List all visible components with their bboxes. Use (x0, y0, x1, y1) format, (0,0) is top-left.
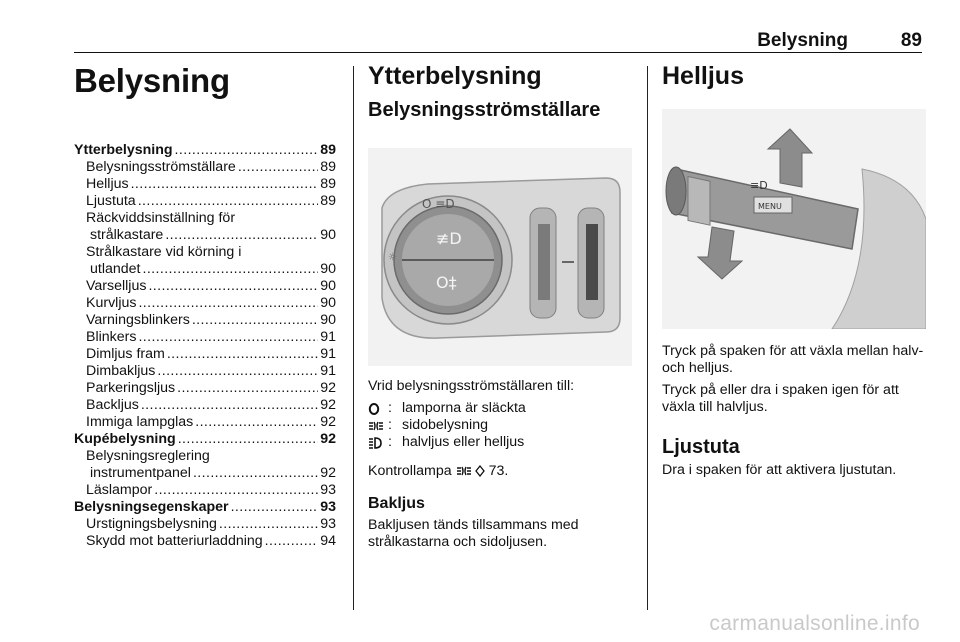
svg-text:≡D: ≡D (750, 179, 768, 192)
indicator-stalk-illustration (662, 109, 926, 329)
toc-entry[interactable] (74, 159, 336, 176)
toc-leader-dots (193, 465, 318, 482)
tail-lights-text: Bakljusen tänds tillsammans med strålkastarna och sidoljusen. (368, 517, 579, 550)
toc-entry-page: 89 (320, 142, 336, 158)
position-row-headlight: : halvljus eller helljus (368, 434, 632, 451)
running-header (0, 0, 960, 56)
position-text: sidobelysning (402, 417, 488, 433)
off-symbol-icon (368, 400, 388, 417)
toc-entry-label: Belysningsströmställare (86, 159, 236, 175)
toc-entry[interactable] (74, 176, 336, 193)
high-beam-text-1: Tryck på spaken för att växla mellan halv- och helljus. (662, 343, 924, 376)
toc-entry[interactable] (74, 465, 336, 482)
position-text: halvljus eller helljus (402, 434, 525, 450)
toc-entry-page: 91 (320, 346, 336, 362)
toc-entry-page: 92 (320, 414, 336, 430)
toc-entry[interactable] (74, 397, 336, 414)
toc-entry-label: strålkastare (90, 227, 164, 243)
light-switch-illustration (368, 148, 632, 366)
toc-entry-label: Kupébelysning (74, 431, 176, 447)
header-rule (74, 52, 922, 53)
toc-leader-dots (219, 516, 318, 533)
toc-entry-page: 92 (320, 397, 336, 413)
toc-leader-dots (195, 414, 318, 431)
side-lights-symbol-icon (456, 465, 472, 477)
toc-entry-page: 90 (320, 295, 336, 311)
toc-leader-dots (231, 499, 319, 516)
toc-entry-page: 92 (320, 380, 336, 396)
chapter-column (74, 62, 336, 550)
toc-entry-page: 89 (320, 176, 336, 192)
toc-entry-label: Räckviddsinställning för (86, 210, 236, 226)
toc-entry-page: 93 (320, 516, 336, 532)
chapter-title: Belysning (74, 62, 230, 99)
toc-entry-label: Läslampor (86, 482, 153, 498)
high-beam-column (662, 62, 926, 479)
toc-entry[interactable] (74, 227, 336, 244)
switch-intro: Vrid belysningsströmställaren till: (368, 378, 575, 394)
toc-entry-page: 93 (320, 499, 336, 515)
toc-entry-label: Blinkers (86, 329, 137, 345)
side-lights-symbol-icon (368, 417, 388, 434)
toc-leader-dots (154, 482, 318, 499)
toc-entry-label: Kurvljus (86, 295, 137, 311)
toc-entry[interactable] (74, 312, 336, 329)
svg-text:O‡: O‡ (436, 273, 457, 292)
toc-leader-dots (131, 176, 319, 193)
switch-positions (368, 400, 632, 451)
toc-entry-page: 92 (320, 465, 336, 481)
toc-entry-label: Skydd mot batteriurladdning (86, 533, 263, 549)
toc-leader-dots (167, 346, 318, 363)
toc-entry-label: Belysningsegenskaper (74, 499, 229, 515)
svg-text:☼: ☼ (388, 252, 397, 263)
toc-leader-dots (265, 533, 319, 550)
toc-entry-page: 89 (320, 193, 336, 209)
toc-entry-label: Ljustuta (86, 193, 136, 209)
toc-leader-dots (238, 159, 318, 176)
toc-entry-label: Backljus (86, 397, 139, 413)
toc-entry[interactable] (74, 516, 336, 533)
toc-entry[interactable] (74, 363, 336, 380)
page-number: 89 (900, 30, 922, 51)
toc-entry-page: 93 (320, 482, 336, 498)
subsection-title: Belysningsströmställare (368, 99, 601, 121)
toc-entry-label: utlandet (90, 261, 141, 277)
toc-entry[interactable] (74, 261, 336, 278)
toc-entry[interactable] (74, 244, 336, 261)
svg-text:MENU: MENU (758, 202, 782, 211)
toc-entry[interactable] (74, 380, 336, 397)
toc-leader-dots (141, 397, 318, 414)
toc-entry[interactable] (74, 414, 336, 431)
toc-entry[interactable] (74, 210, 336, 227)
toc-entry-label: Varselljus (86, 278, 147, 294)
toc-entry[interactable] (74, 278, 336, 295)
toc-entry-label: instrumentpanel (90, 465, 191, 481)
toc-entry-label: Belysningsreglering (86, 448, 210, 464)
toc-leader-dots (175, 142, 319, 159)
toc-entry-page: 90 (320, 278, 336, 294)
toc-leader-dots (178, 431, 319, 448)
toc-entry-page: 92 (320, 431, 336, 447)
reference-page[interactable]: 73. (488, 463, 509, 479)
toc-entry-label: Helljus (86, 176, 129, 192)
toc-entry[interactable] (74, 142, 336, 159)
toc-entry-label: Varningsblinkers (86, 312, 190, 328)
toc-leader-dots (157, 363, 318, 380)
toc-entry-page: 94 (320, 533, 336, 549)
column-divider (353, 66, 354, 610)
toc-entry-label: Dimbakljus (86, 363, 156, 379)
position-row-side: : sidobelysning (368, 417, 632, 434)
high-beam-title: Helljus (662, 62, 744, 90)
page-reference-icon[interactable] (475, 465, 485, 477)
svg-text:≢D: ≢D (436, 229, 462, 248)
indicator-reference (368, 463, 632, 479)
toc-entry-page: 90 (320, 312, 336, 328)
toc-leader-dots (143, 261, 319, 278)
tail-lights-heading: Bakljus (368, 495, 425, 512)
section-title: Ytterbelysning (368, 62, 542, 90)
high-beam-text-2: Tryck på eller dra i spaken igen för att växla till halvljus. (662, 382, 899, 415)
running-header-title: Belysning (757, 30, 848, 51)
headlight-flash-text: Dra i spaken för att aktivera ljustutan. (662, 462, 897, 478)
toc-leader-dots (138, 295, 318, 312)
toc-entry[interactable] (74, 431, 336, 448)
headlight-symbol-icon (368, 434, 388, 451)
toc-entry-label: Parkeringsljus (86, 380, 176, 396)
toc-leader-dots (148, 278, 318, 295)
toc-entry-label: Urstigningsbelysning (86, 516, 217, 532)
column-divider (647, 66, 648, 610)
toc-entry-page: 91 (320, 363, 336, 379)
exterior-lighting-column (368, 62, 632, 551)
toc-entry-label: Strålkastare vid körning i (86, 244, 242, 260)
toc-leader-dots (138, 329, 318, 346)
toc-entry[interactable] (74, 482, 336, 499)
toc-entry[interactable] (74, 193, 336, 210)
position-row-off: : lamporna är släckta (368, 400, 632, 417)
toc-leader-dots (177, 380, 318, 397)
toc-entry[interactable] (74, 448, 336, 465)
svg-text:O ≡D: O ≡D (422, 197, 455, 211)
toc-leader-dots (192, 312, 318, 329)
toc-entry[interactable] (74, 295, 336, 312)
toc-entry-page: 90 (320, 261, 336, 277)
toc-entry-label: Dimljus fram (86, 346, 165, 362)
toc-entry[interactable] (74, 499, 336, 516)
toc-entry[interactable] (74, 533, 336, 550)
table-of-contents (74, 142, 336, 550)
toc-entry-label: Immiga lampglas (86, 414, 194, 430)
toc-entry-page: 90 (320, 227, 336, 243)
toc-entry-page: 91 (320, 329, 336, 345)
toc-entry-page: 89 (320, 159, 336, 175)
watermark: carmanualsonline.info (709, 612, 920, 635)
reference-prefix: Kontrollampa (368, 463, 452, 479)
toc-entry[interactable] (74, 346, 336, 363)
toc-entry[interactable] (74, 329, 336, 346)
position-text: lamporna är släckta (402, 400, 526, 416)
toc-entry-label: Ytterbelysning (74, 142, 173, 158)
headlight-flash-heading: Ljustuta (662, 436, 740, 458)
toc-leader-dots (165, 227, 318, 244)
toc-leader-dots (138, 193, 319, 210)
